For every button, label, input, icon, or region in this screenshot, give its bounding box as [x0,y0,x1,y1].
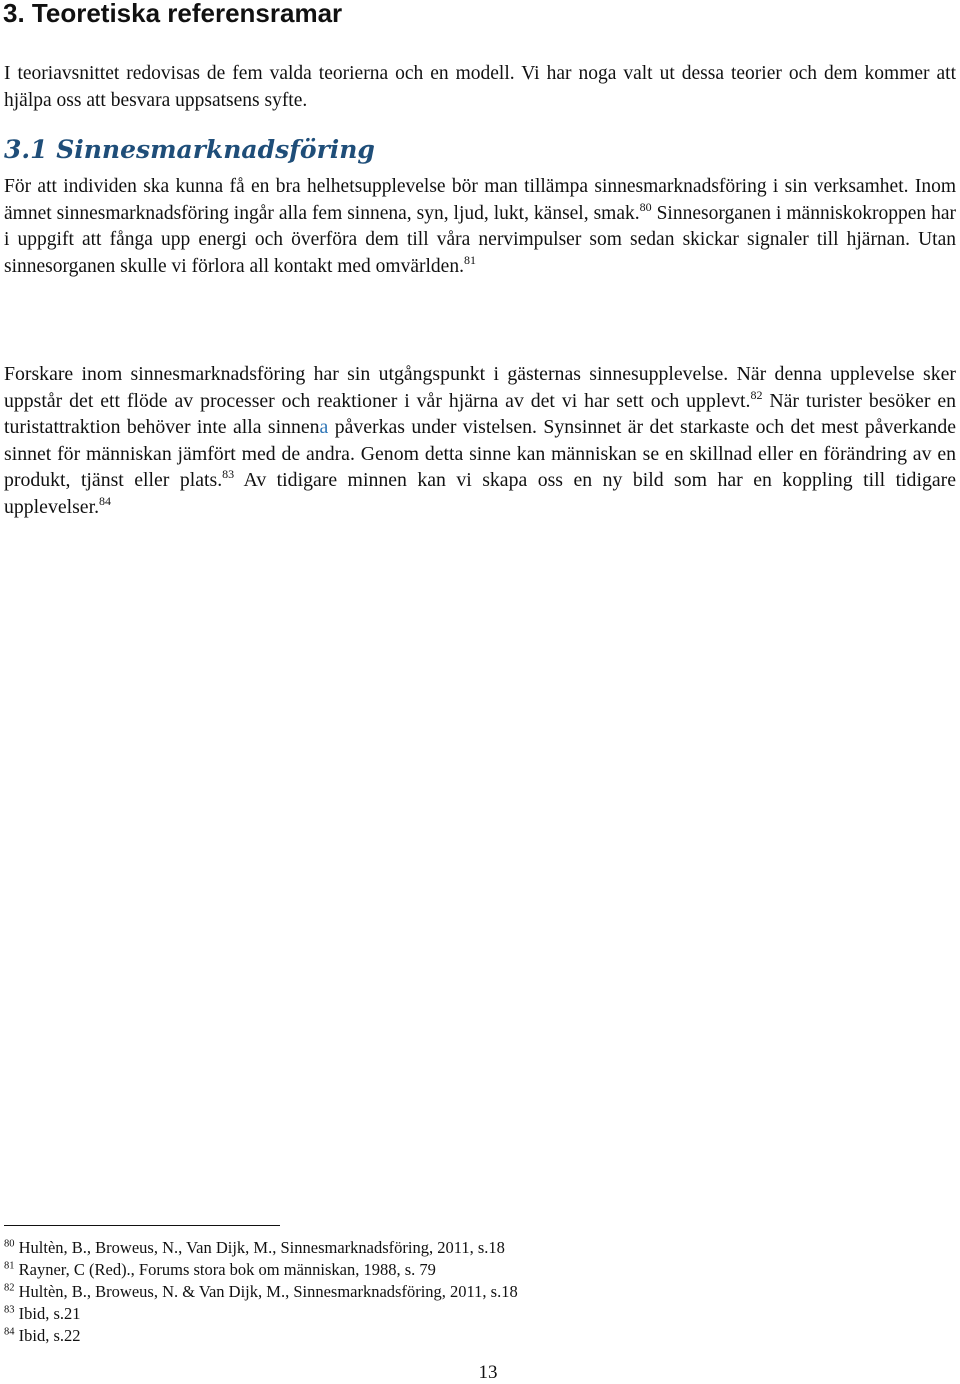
para2-accent-letter: a [319,416,329,438]
para2-text-3: Av tidigare minnen kan vi skapa oss en ny bild som har en koppling till tidigare upplevelser. [4,469,956,518]
footnote-ref-80[interactable]: 80 [639,199,652,214]
footnote-ref-81[interactable]: 81 [463,252,476,267]
footnote-number: 82 [4,1282,15,1294]
footnote-item [4,1325,81,1347]
page-number: 13 [478,1362,498,1383]
footnote-item [4,1259,436,1281]
footnote-number: 83 [4,1304,15,1316]
footnote-separator [4,1225,280,1226]
footnote-number: 81 [4,1260,15,1272]
footnote-item [4,1281,518,1303]
footnote-text: Ibid, s.21 [14,1304,81,1323]
footnote-item [4,1303,81,1325]
para2-text-2c: påverkas under vistelsen. Synsinnet är det starkaste och det mest påverkande sinnet för människan jämfört med de andra. Genom detta sinne kan människan se en skillnad eller en förändring av en produkt, tjänst eller plats. [4,416,956,491]
para1-text-1: För att individen ska kunna få en bra helhetsupplevelse bör man tillämpa sinnesmarknadsföring i sin verksamhet. Inom ämnet sinnesmarknadsföring ingår alla fem sinnena, syn, ljud, lukt, känsel, smak. [4,176,956,224]
intro-paragraph: I teoriavsnittet redovisas de fem valda teorierna och en modell. Vi har noga valt ut dessa teorier och dem kommer att hjälpa oss att besvara uppsatsens syfte. [4,63,956,111]
footnote-text: Hultèn, B., Broweus, N., Van Dijk, M., Sinnesmarknadsföring, 2011, s.18 [14,1238,505,1257]
footnote-ref-82[interactable]: 82 [750,387,763,402]
footnote-number: 80 [4,1238,15,1250]
footnote-ref-83[interactable]: 83 [222,467,235,482]
para2-text-2a: När turister besöker en turistattraktion behöver inte alla sinnen [4,389,956,438]
para1-text-2: Sinnesorganen i människokroppen har i uppgift att fånga upp energi och överföra dem till våra nervimpulser som sedan skickar signaler till hjärnan. Utan sinnesorganen skulle vi förlora all kontakt med omvärlden. [4,202,956,277]
footnote-text: Ibid, s.22 [14,1326,81,1345]
para2-text-1: Forskare inom sinnesmarknadsföring har sin utgångspunkt i gästernas sinnesupplevelse. När denna upplevelse sker uppstår det ett flöde av processer och reaktioner i vår hjärna av det vi har sett och upplevt. [4,363,956,412]
chapter-heading: 3. Teoretiska referensramar [3,0,343,28]
footnote-ref-84[interactable]: 84 [99,493,112,508]
footnote-text: Hultèn, B., Broweus, N. & Van Dijk, M., Sinnesmarknadsföring, 2011, s.18 [14,1282,518,1301]
footnote-item [4,1237,505,1259]
body-paragraph-1 [4,174,956,280]
footnote-text: Rayner, C (Red)., Forums stora bok om människan, 1988, s. 79 [14,1260,436,1279]
body-paragraph-2 [4,361,956,520]
section-heading: 3.1 Sinnesmarknadsföring [4,135,375,164]
footnote-number: 84 [4,1326,15,1338]
